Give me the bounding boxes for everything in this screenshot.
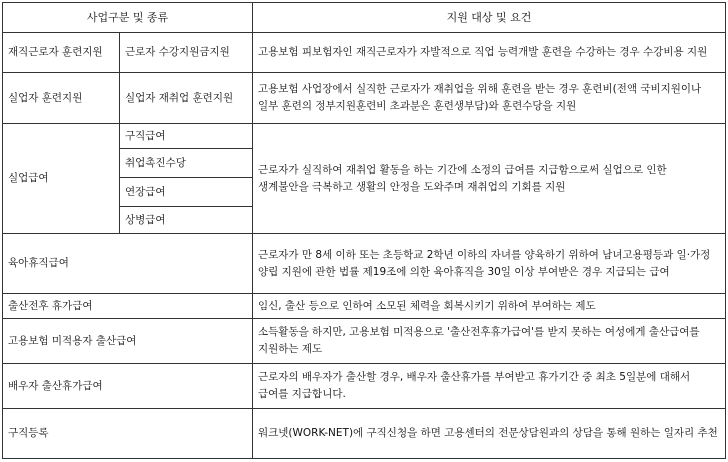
description-cell: 근로자가 만 8세 이하 또는 초등학교 2학년 이하의 자녀를 양육하기 위하여 남녀고용평등과 일·가정 양립 지원에 관한 법률 제19조에 의한 육아휴직을 30일 이상 부여받은 경우 지급되는 급여 xyxy=(253,234,726,294)
category-cell: 배우자 출산휴가급여 xyxy=(3,364,253,409)
subcategory-cell: 실업자 재취업 훈련지원 xyxy=(120,73,253,124)
table-row xyxy=(3,73,726,124)
subcategory-cell: 근로자 수강지원금지원 xyxy=(120,33,253,73)
support-programs-table xyxy=(2,2,726,459)
category-cell: 출산전후 휴가급여 xyxy=(3,294,253,319)
table-row xyxy=(3,124,726,149)
description-cell: 근로자가 실직하여 재취업 활동을 하는 기간에 소정의 급여를 지급함으로써 실업으로 인한 생계불안을 극복하고 생활의 안정을 도와주며 재취업의 기회를 지원 xyxy=(253,124,726,234)
description-cell: 소득활동을 하지만, 고용보험 미적용으로 '출산전후휴가급여'를 받지 못하는 여성에게 출산급여를 지원하는 제도 xyxy=(253,319,726,364)
subitem-cell: 상병급여 xyxy=(120,207,253,234)
category-cell: 실업자 훈련지원 xyxy=(3,73,120,124)
table-row xyxy=(3,294,726,319)
description-cell: 임신, 출산 등으로 인하여 소모된 체력을 회복시키기 위하여 부여하는 제도 xyxy=(253,294,726,319)
table-row xyxy=(3,33,726,73)
description-cell: 워크넷(WORK-NET)에 구직신청을 하면 고용센터의 전문상담원과의 상담을 통해 원하는 일자리 추천 xyxy=(253,409,726,459)
table-row xyxy=(3,319,726,364)
category-cell: 고용보험 미적용자 출산급여 xyxy=(3,319,253,364)
subitem-cell: 연장급여 xyxy=(120,178,253,207)
subitem-cell: 취업촉진수당 xyxy=(120,149,253,178)
header-row xyxy=(3,3,726,33)
description-cell: 고용보험 피보험자인 재직근로자가 자발적으로 직업 능력개발 훈련을 수강하는 경우 수강비용 지원 xyxy=(253,33,726,73)
table-row xyxy=(3,364,726,409)
header-category: 사업구분 및 종류 xyxy=(3,3,253,33)
category-cell: 실업급여 xyxy=(3,124,120,234)
table-row xyxy=(3,234,726,294)
description-cell: 근로자의 배우자가 출산할 경우, 배우자 출산휴가를 부여받고 휴가기간 중 최초 5일분에 대해서 급여를 지급합니다. xyxy=(253,364,726,409)
table-row xyxy=(3,409,726,459)
subitem-cell: 구직급여 xyxy=(120,124,253,149)
header-target: 지원 대상 및 요건 xyxy=(253,3,726,33)
category-cell: 육아휴직급여 xyxy=(3,234,253,294)
category-cell: 재직근로자 훈련지원 xyxy=(3,33,120,73)
category-cell: 구직등록 xyxy=(3,409,253,459)
description-cell: 고용보험 사업장에서 실직한 근로자가 재취업을 위해 훈련을 받는 경우 훈련비(전액 국비지원이나 일부 훈련의 정부지원훈련비 초과분은 훈련생부담)와 훈련수당을 지원 xyxy=(253,73,726,124)
